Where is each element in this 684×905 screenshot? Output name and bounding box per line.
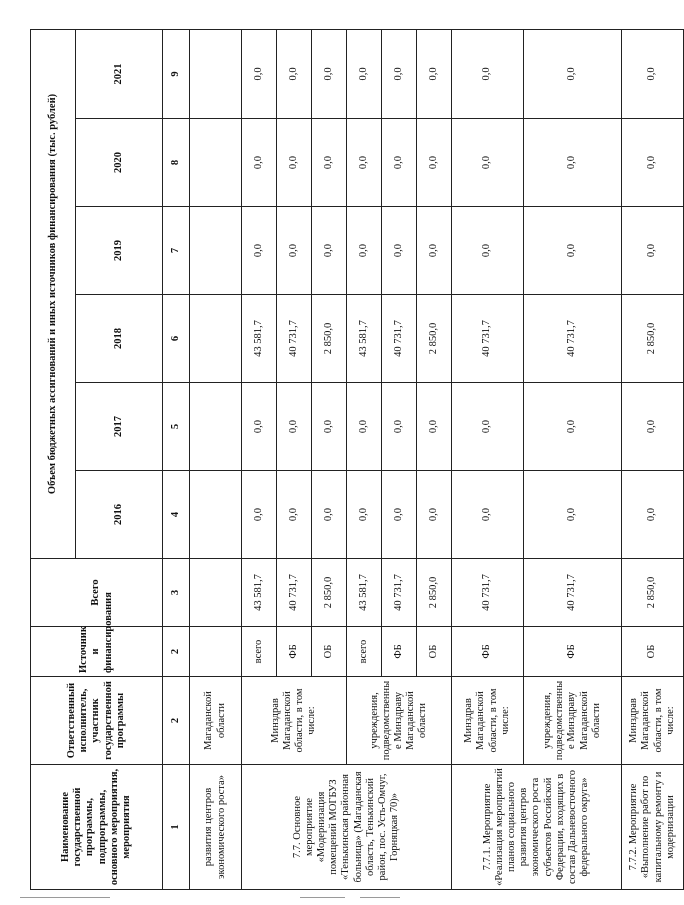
year-value: 0,0 [417,207,452,295]
col-index: 7 [163,207,190,295]
year-header: 2019 [76,207,163,295]
year-value: 0,0 [622,119,684,207]
year-value: 0,0 [452,207,524,295]
funding-source: ОБ [417,627,452,677]
year-value: 0,0 [347,29,382,118]
year-header: 2016 [76,471,163,559]
year-value: 0,0 [524,207,622,295]
year-value: 0,0 [382,119,417,207]
responsible-party: Магаданской области [190,677,242,765]
year-value: 0,0 [382,471,417,559]
total-value: 2 850,0 [622,559,684,627]
col-resp-header: Ответственный исполнитель, участник государственной программы [31,677,163,765]
year-value: 0,0 [277,471,312,559]
year-value: 0,0 [312,119,347,207]
funding-source: всего [347,627,382,677]
empty-cell [190,207,242,295]
funding-source: ОБ [622,627,684,677]
year-value: 0,0 [312,383,347,471]
col-name-header: Наименование государственной программы, подпрограммы, основного мероприятия, мероприятия [31,765,163,890]
year-value: 0,0 [312,471,347,559]
empty-cell [190,559,242,627]
year-value: 0,0 [312,29,347,118]
responsible-party: учреждения, подведомственны е Минздраву Магаданской области [524,677,622,765]
year-value: 0,0 [242,207,277,295]
year-value: 0,0 [622,29,684,118]
funding-source: ФБ [452,627,524,677]
year-value: 0,0 [524,383,622,471]
col-source-header: Источник и финансирования [31,627,163,677]
funding-source: ОБ [312,627,347,677]
scan-speck [300,897,345,898]
year-value: 0,0 [242,119,277,207]
col-index: 2 [163,627,190,677]
empty-cell [190,29,242,118]
program-name: 7.7.2. Мероприятие «Выполнение работ по капитальному ремонту и модернизации [622,765,684,890]
responsible-party: учреждения, подведомственны е Минздраву Магаданской области [347,677,452,765]
table-row [190,29,242,889]
year-value: 2 850,0 [417,295,452,383]
year-value: 0,0 [622,471,684,559]
funding-source: ФБ [382,627,417,677]
year-header: 2018 [76,295,163,383]
year-value: 0,0 [277,29,312,118]
total-value: 2 850,0 [417,559,452,627]
year-value: 0,0 [417,471,452,559]
col-index: 5 [163,383,190,471]
year-value: 0,0 [277,119,312,207]
year-value: 0,0 [417,119,452,207]
year-value: 0,0 [277,383,312,471]
responsible-party: Минздрав Магаданской области, в том числе: [242,677,347,765]
year-value: 40 731,7 [382,295,417,383]
program-name: развития центров экономического роста» [190,765,242,890]
year-value: 0,0 [417,29,452,118]
financing-table [30,29,684,890]
year-value: 0,0 [242,471,277,559]
year-value: 0,0 [452,383,524,471]
funding-source: ФБ [524,627,622,677]
year-value: 0,0 [347,383,382,471]
table-header-row [31,29,76,889]
scan-speck [20,897,110,898]
year-value: 0,0 [347,471,382,559]
year-value: 0,0 [382,383,417,471]
empty-cell [190,119,242,207]
total-value: 2 850,0 [312,559,347,627]
year-value: 0,0 [382,29,417,118]
col-index: 9 [163,29,190,118]
year-header: 2021 [76,29,163,118]
year-value: 0,0 [452,29,524,118]
year-value: 2 850,0 [312,295,347,383]
total-value: 40 731,7 [382,559,417,627]
year-value: 40 731,7 [277,295,312,383]
year-value: 43 581,7 [242,295,277,383]
total-value: 40 731,7 [524,559,622,627]
year-value: 40 731,7 [524,295,622,383]
program-name: 7.7. Основное мероприятие «Модернизация помещений МОГБУЗ «Тенькинская районная больница» (Магаданская область, Тенькинский район, пос. Усть-Омчуг, Горняцкая 70)» [242,765,452,890]
col-index: 2 [163,677,190,765]
total-value: 40 731,7 [277,559,312,627]
col-index: 8 [163,119,190,207]
empty-cell [190,295,242,383]
col-group-header: Объем бюджетных ассигнований и иных источников финансирования (тыс. рублей) [31,29,76,558]
total-value: 43 581,7 [347,559,382,627]
year-value: 0,0 [242,29,277,118]
year-value: 0,0 [417,383,452,471]
empty-cell [190,383,242,471]
funding-source: ФБ [277,627,312,677]
total-value: 43 581,7 [242,559,277,627]
year-value: 0,0 [622,383,684,471]
year-value: 0,0 [524,471,622,559]
col-index: 1 [163,765,190,890]
col-total-header: Всего [31,559,163,627]
year-value: 0,0 [382,207,417,295]
scan-speck [360,897,400,898]
col-index: 6 [163,295,190,383]
year-value: 0,0 [347,119,382,207]
col-index: 3 [163,559,190,627]
rotated-page [30,30,676,890]
year-value: 2 850,0 [622,295,684,383]
responsible-party: Минздрав Магаданской области, в том числе: [622,677,684,765]
empty-cell [190,471,242,559]
year-header: 2020 [76,119,163,207]
total-value: 40 731,7 [452,559,524,627]
year-value: 0,0 [622,207,684,295]
year-value: 43 581,7 [347,295,382,383]
year-value: 0,0 [524,119,622,207]
column-index-row [163,29,190,889]
empty-cell [190,627,242,677]
year-value: 0,0 [524,29,622,118]
year-value: 0,0 [347,207,382,295]
table-row [524,29,622,889]
col-index: 4 [163,471,190,559]
year-value: 0,0 [277,207,312,295]
table-row [452,29,524,889]
year-value: 0,0 [452,119,524,207]
year-value: 0,0 [312,207,347,295]
responsible-party: Минздрав Магаданской области, в том числе: [452,677,524,765]
table-row [622,29,684,889]
year-value: 0,0 [242,383,277,471]
year-header: 2017 [76,383,163,471]
program-name: 7.7.1. Мероприятие «Реализация мероприятий планов социального развития центров экономического роста субъектов Российской Федерации, входящих в состав Дальневосточного федерального округа» [452,765,622,890]
funding-source: всего [242,627,277,677]
table-row [242,29,277,889]
year-value: 0,0 [452,471,524,559]
table-row [347,29,382,889]
year-value: 40 731,7 [452,295,524,383]
